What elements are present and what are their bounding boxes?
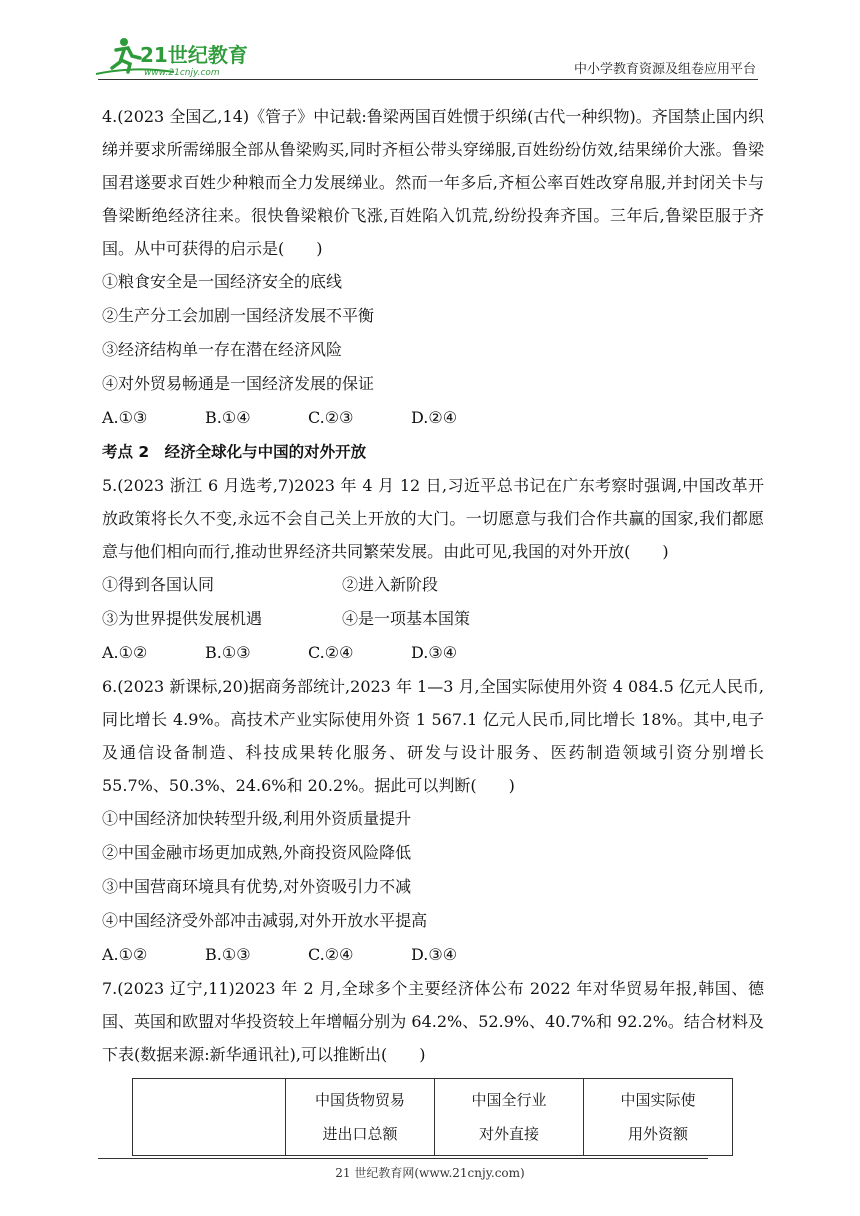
q6-stem: 6.(2023 新课标,20)据商务部统计,2023 年 1—3 月,全国实际使用外资 4 084.5 亿元人民币,同比增长 4.9%。高技术产业实际使用外资 1 567.1 亿元人民币,同比增长 18%。其中,电子及通信设备制造、科技成果转化服务、研发与设计服务、医药制造领域引资分别增长 55.7%、50.3%、24.6%和 20.2%。据此可以判断( ) xyxy=(102,677,764,795)
svg-text:21世纪教育: 21世纪教育 xyxy=(140,43,248,67)
question-content xyxy=(102,100,764,1071)
footer-divider xyxy=(98,1158,708,1159)
q4-answer-choices xyxy=(102,401,764,435)
q5-options-row-1 xyxy=(102,568,764,602)
q6-choice-a[interactable]: A.①② xyxy=(102,945,148,964)
section-title: 考点 2 经济全球化与中国的对外开放 xyxy=(102,443,367,461)
q4-option-4: ④对外贸易畅通是一国经济发展的保证 xyxy=(102,374,375,393)
trade-data-table xyxy=(132,1078,733,1156)
q6-answer-choices xyxy=(102,938,764,972)
q5-option-3: ③为世界提供发展机遇 xyxy=(102,609,263,628)
table-header-outward-investment: 中国全行业 对外直接 xyxy=(435,1079,584,1156)
logo-21cnjy xyxy=(94,36,264,80)
header-divider xyxy=(98,79,758,80)
q5-option-4: ④是一项基本国策 xyxy=(342,609,471,628)
q4-choice-a[interactable]: A.①③ xyxy=(102,408,148,427)
q6-choice-b[interactable]: B.①③ xyxy=(205,945,251,964)
table-corner-cell xyxy=(133,1079,286,1156)
svg-text:www.21cnjy.com: www.21cnjy.com xyxy=(144,68,220,78)
q6-choice-d[interactable]: D.③④ xyxy=(411,945,458,964)
footer-text: 21 世纪教育网(www.21cnjy.com) xyxy=(335,1166,525,1180)
q4-option-3: ③经济结构单一存在潜在经济风险 xyxy=(102,340,343,359)
table-header-row xyxy=(133,1079,733,1156)
q6-option-1: ①中国经济加快转型升级,利用外资质量提升 xyxy=(102,809,412,828)
q5-choice-b[interactable]: B.①③ xyxy=(205,643,251,662)
q7-stem: 7.(2023 辽宁,11)2023 年 2 月,全球多个主要经济体公布 2022 年对华贸易年报,韩国、德国、英国和欧盟对华投资较上年增幅分别为 64.2%、52.9%、40.7%和 92.2%。结合材料及下表(数据来源:新华通讯社),可以推断出( ) xyxy=(102,979,764,1064)
q4-choice-c[interactable]: C.②③ xyxy=(308,408,354,427)
q5-choice-d[interactable]: D.③④ xyxy=(411,643,458,662)
table-header-foreign-capital: 中国实际使 用外资额 xyxy=(584,1079,733,1156)
q5-choice-c[interactable]: C.②④ xyxy=(308,643,354,662)
q5-answer-choices xyxy=(102,636,764,670)
q5-options-row-2 xyxy=(102,602,764,636)
q4-option-1: ①粮食安全是一国经济安全的底线 xyxy=(102,272,343,291)
q6-option-2: ②中国金融市场更加成熟,外商投资风险降低 xyxy=(102,843,412,862)
q5-option-2: ②进入新阶段 xyxy=(342,575,439,594)
q6-option-3: ③中国营商环境具有优势,对外资吸引力不减 xyxy=(102,877,412,896)
q5-choice-a[interactable]: A.①② xyxy=(102,643,148,662)
page-header xyxy=(0,0,860,85)
q4-choice-d[interactable]: D.②④ xyxy=(411,408,458,427)
q5-stem: 5.(2023 浙江 6 月选考,7)2023 年 4 月 12 日,习近平总书记在广东考察时强调,中国改革开放政策将长久不变,永远不会自己关上开放的大门。一切愿意与我们合作共赢的国家,我们都愿意与他们相向而行,推动世界经济共同繁荣发展。由此可见,我国的对外开放( ) xyxy=(102,476,764,561)
table-header-goods-trade: 中国货物贸易 进出口总额 xyxy=(286,1079,435,1156)
q6-choice-c[interactable]: C.②④ xyxy=(308,945,354,964)
q4-choice-b[interactable]: B.①④ xyxy=(205,408,251,427)
q5-option-1: ①得到各国认同 xyxy=(102,575,215,594)
header-platform-name: 中小学教育资源及组卷应用平台 xyxy=(573,62,756,77)
q6-option-4: ④中国经济受外部冲击减弱,对外开放水平提高 xyxy=(102,911,428,930)
q4-option-2: ②生产分工会加剧一国经济发展不平衡 xyxy=(102,306,375,325)
q4-stem: 4.(2023 全国乙,14)《管子》中记载:鲁梁两国百姓惯于织绨(古代一种织物)。齐国禁止国内织绨并要求所需绨服全部从鲁梁购买,同时齐桓公带头穿绨服,百姓纷纷仿效,结果绨价大涨。鲁梁国君遂要求百姓少种粮而全力发展绨业。然而一年多后,齐桓公率百姓改穿帛服,并封闭关卡与鲁梁断绝经济往来。很快鲁梁粮价飞涨,百姓陷入饥荒,纷纷投奔齐国。三年后,鲁梁臣服于齐国。从中可获得的启示是( ) xyxy=(102,107,764,258)
